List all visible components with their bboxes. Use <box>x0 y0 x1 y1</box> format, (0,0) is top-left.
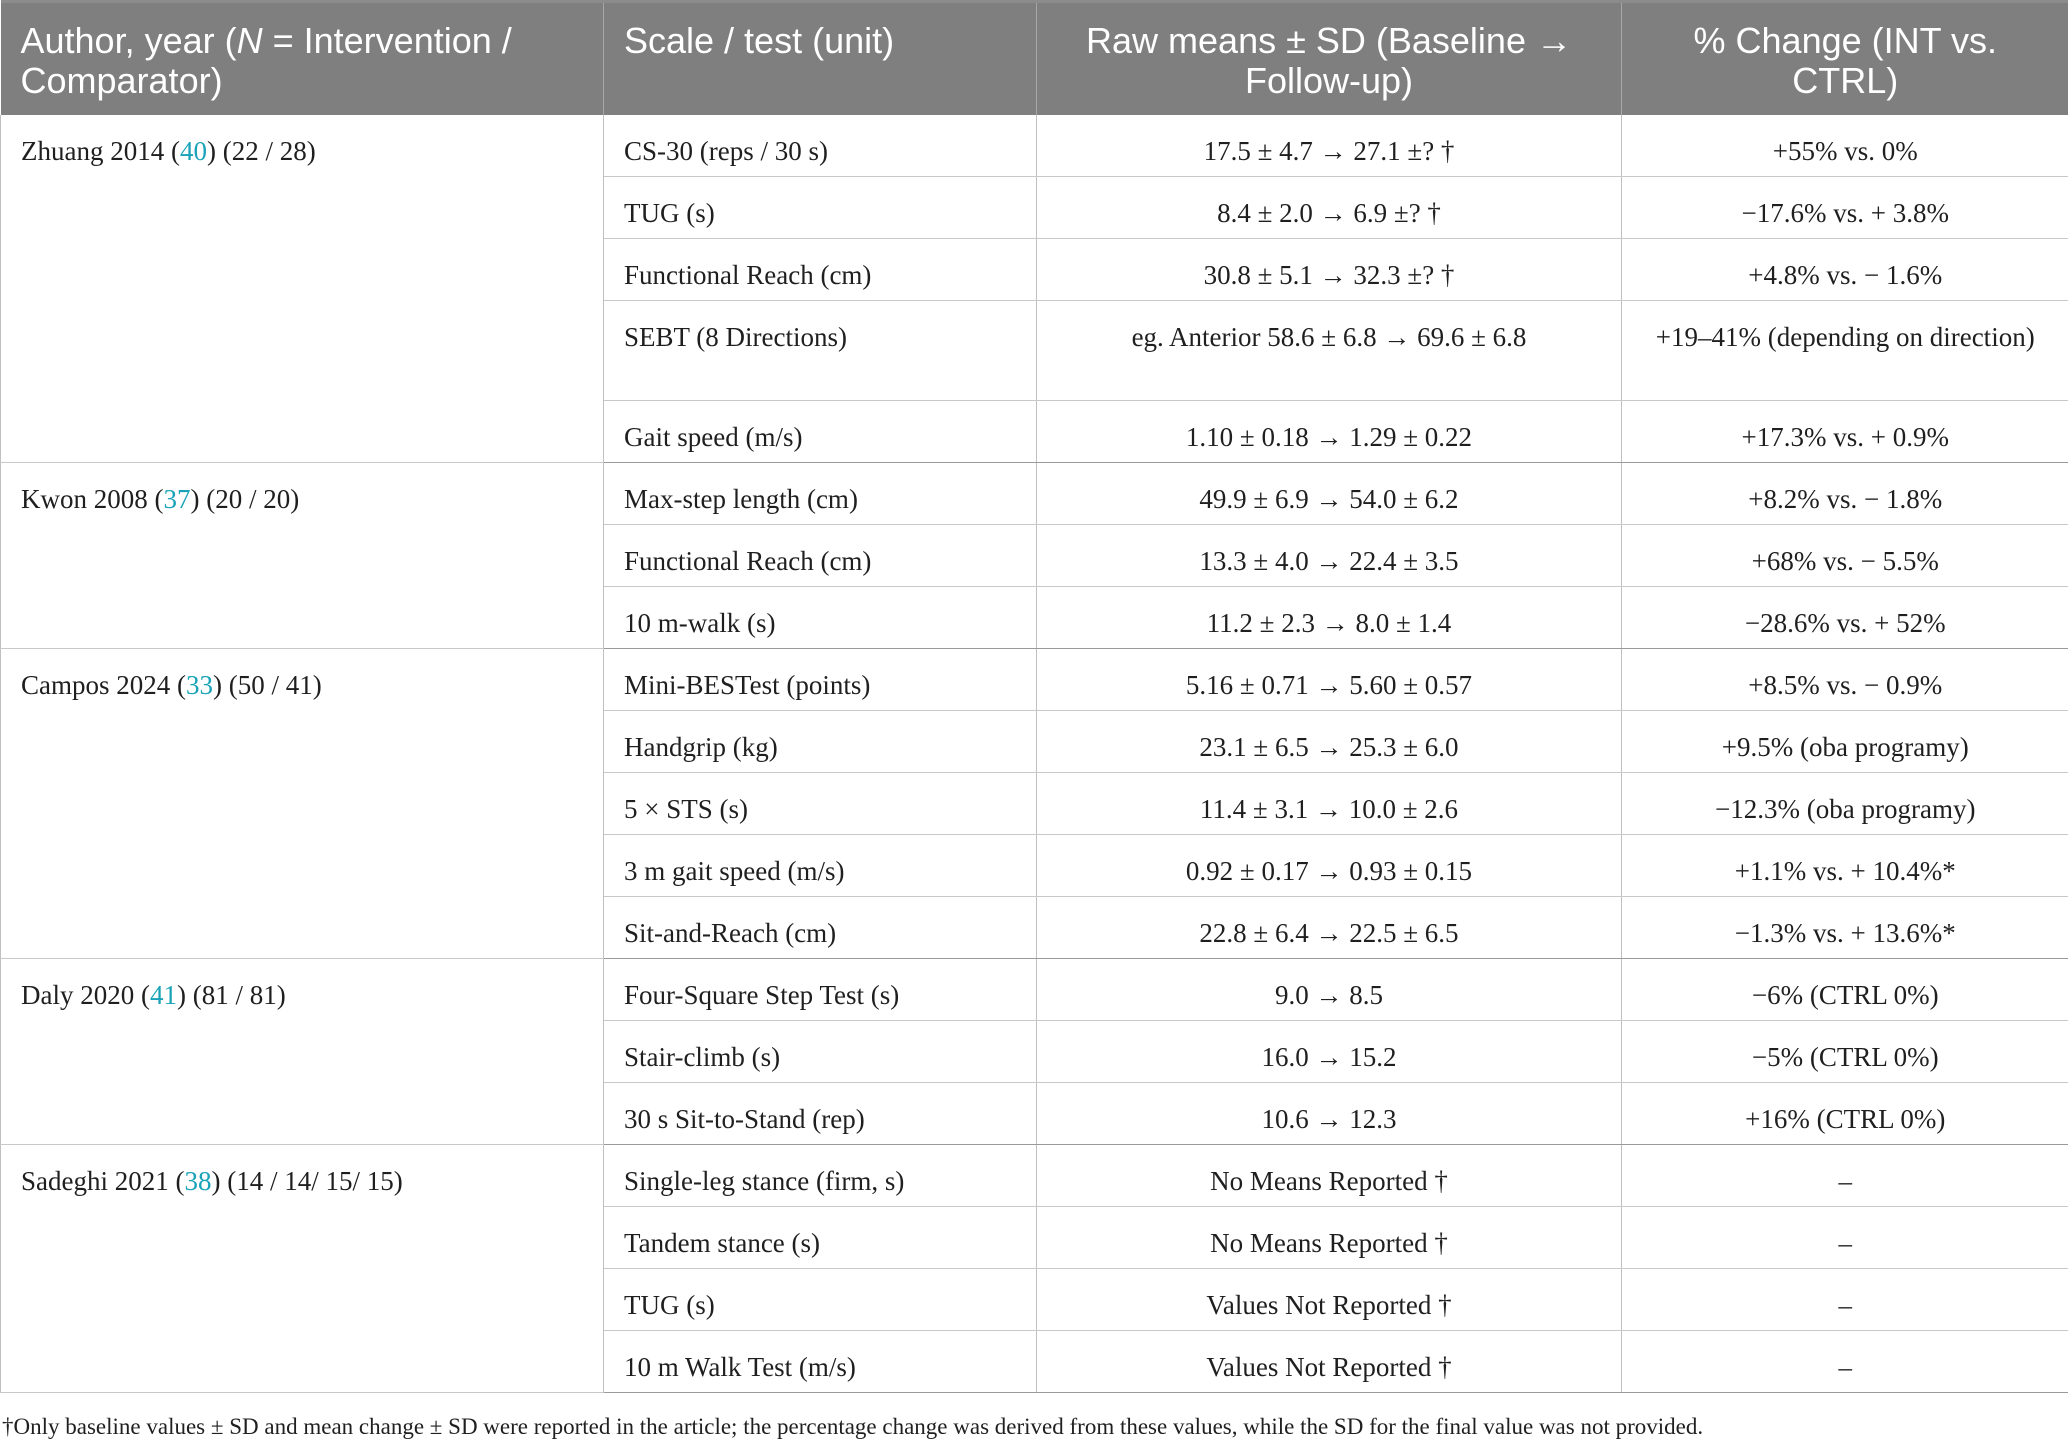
header-means: Raw means ± SD (Baseline → Follow-up) <box>1037 2 1622 115</box>
percent-change-cell: +8.5% vs. − 0.9% <box>1622 649 2068 711</box>
raw-means-cell: No Means Reported † <box>1037 1145 1622 1207</box>
raw-means-cell: Values Not Reported † <box>1037 1331 1622 1393</box>
percent-change-cell: +8.2% vs. − 1.8% <box>1622 463 2068 525</box>
scale-test-cell: 10 m-walk (s) <box>604 587 1037 649</box>
scale-test-cell: Handgrip (kg) <box>604 711 1037 773</box>
scale-test-cell: Max-step length (cm) <box>604 463 1037 525</box>
study-sample-size: ) (14 / 14/ 15/ 15) <box>211 1166 403 1196</box>
table-row <box>1 115 2068 177</box>
percent-change-cell: – <box>1622 1145 2068 1207</box>
reference-link[interactable]: 40 <box>179 135 207 166</box>
study-author: Zhuang 2014 ( <box>21 135 180 166</box>
scale-test-cell: CS-30 (reps / 30 s) <box>604 115 1037 177</box>
header-author: Author, year (N = Intervention / Comparator) <box>1 2 604 115</box>
raw-means-cell: 11.2 ± 2.3 → 8.0 ± 1.4 <box>1037 587 1622 649</box>
percent-change-cell: – <box>1622 1331 2068 1393</box>
raw-means-cell: 13.3 ± 4.0 → 22.4 ± 3.5 <box>1037 525 1622 587</box>
study-author-cell <box>1 1145 604 1393</box>
scale-test-cell: Four-Square Step Test (s) <box>604 959 1037 1021</box>
reference-link[interactable]: 41 <box>149 980 177 1010</box>
raw-means-cell: 16.0 → 15.2 <box>1037 1021 1622 1083</box>
study-author-cell <box>1 463 604 649</box>
raw-means-cell: 30.8 ± 5.1 → 32.3 ±? † <box>1037 239 1622 301</box>
raw-means-cell: 0.92 ± 0.17 → 0.93 ± 0.15 <box>1037 835 1622 897</box>
scale-test-cell: 30 s Sit-to-Stand (rep) <box>604 1083 1037 1145</box>
raw-means-cell: 8.4 ± 2.0 → 6.9 ±? † <box>1037 177 1622 239</box>
scale-test-cell: TUG (s) <box>604 177 1037 239</box>
reference-link[interactable]: 38 <box>184 1166 212 1196</box>
table-row <box>1 649 2068 711</box>
raw-means-cell: 22.8 ± 6.4 → 22.5 ± 6.5 <box>1037 897 1622 959</box>
study-sample-size: ) (22 / 28) <box>206 135 316 166</box>
reference-link[interactable]: 37 <box>163 484 191 514</box>
scale-test-cell: TUG (s) <box>604 1269 1037 1331</box>
scale-test-cell: Single-leg stance (firm, s) <box>604 1145 1037 1207</box>
header-row <box>1 2 2068 115</box>
scale-test-cell: 10 m Walk Test (m/s) <box>604 1331 1037 1393</box>
scale-test-cell: Functional Reach (cm) <box>604 239 1037 301</box>
raw-means-cell: 9.0 → 8.5 <box>1037 959 1622 1021</box>
raw-means-cell: 10.6 → 12.3 <box>1037 1083 1622 1145</box>
percent-change-cell: +17.3% vs. + 0.9% <box>1622 401 2068 463</box>
scale-test-cell: SEBT (8 Directions) <box>604 301 1037 401</box>
percent-change-cell: – <box>1622 1269 2068 1331</box>
percent-change-cell: – <box>1622 1207 2068 1269</box>
percent-change-cell: +9.5% (oba programy) <box>1622 711 2068 773</box>
header-change: % Change (INT vs. CTRL) <box>1622 2 2068 115</box>
scale-test-cell: 5 × STS (s) <box>604 773 1037 835</box>
study-sample-size: ) (50 / 41) <box>213 670 322 700</box>
scale-test-cell: Functional Reach (cm) <box>604 525 1037 587</box>
raw-means-cell: eg. Anterior 58.6 ± 6.8 → 69.6 ± 6.8 <box>1037 301 1622 401</box>
study-author-cell <box>1 959 604 1145</box>
raw-means-cell: 49.9 ± 6.9 → 54.0 ± 6.2 <box>1037 463 1622 525</box>
raw-means-cell: 23.1 ± 6.5 → 25.3 ± 6.0 <box>1037 711 1622 773</box>
percent-change-cell: −6% (CTRL 0%) <box>1622 959 2068 1021</box>
percent-change-cell: +4.8% vs. − 1.6% <box>1622 239 2068 301</box>
reference-link[interactable]: 33 <box>186 670 213 700</box>
header-scale: Scale / test (unit) <box>604 2 1037 115</box>
percent-change-cell: −5% (CTRL 0%) <box>1622 1021 2068 1083</box>
study-author-cell <box>1 649 604 959</box>
footnote: †Only baseline values ± SD and mean change ± SD were reported in the article; the percentage change was derived from these values, while the SD for the final value was not provided. <box>2 1414 1704 1439</box>
raw-means-cell: No Means Reported † <box>1037 1207 1622 1269</box>
table-row <box>1 1145 2068 1207</box>
scale-test-cell: Gait speed (m/s) <box>604 401 1037 463</box>
raw-means-cell: 17.5 ± 4.7 → 27.1 ±? † <box>1037 115 1622 177</box>
study-author: Daly 2020 ( <box>21 980 150 1010</box>
study-author-cell <box>1 115 604 463</box>
study-author: Kwon 2008 ( <box>21 484 164 514</box>
scale-test-cell: Sit-and-Reach (cm) <box>604 897 1037 959</box>
study-author: Campos 2024 ( <box>21 670 186 700</box>
scale-test-cell: Tandem stance (s) <box>604 1207 1037 1269</box>
raw-means-cell: 11.4 ± 3.1 → 10.0 ± 2.6 <box>1037 773 1622 835</box>
scale-test-cell: 3 m gait speed (m/s) <box>604 835 1037 897</box>
percent-change-cell: −1.3% vs. + 13.6%* <box>1622 897 2068 959</box>
raw-means-cell: 5.16 ± 0.71 → 5.60 ± 0.57 <box>1037 649 1622 711</box>
table-row <box>1 463 2068 525</box>
percent-change-cell: +68% vs. − 5.5% <box>1622 525 2068 587</box>
percent-change-cell: +1.1% vs. + 10.4%* <box>1622 835 2068 897</box>
study-sample-size: ) (20 / 20) <box>190 484 300 514</box>
percent-change-cell: −28.6% vs. + 52% <box>1622 587 2068 649</box>
percent-change-cell: −17.6% vs. + 3.8% <box>1622 177 2068 239</box>
raw-means-cell: Values Not Reported † <box>1037 1269 1622 1331</box>
study-author: Sadeghi 2021 ( <box>21 1166 185 1196</box>
table-row <box>1 959 2068 1021</box>
scale-test-cell: Stair-climb (s) <box>604 1021 1037 1083</box>
percent-change-cell: −12.3% (oba programy) <box>1622 773 2068 835</box>
raw-means-cell: 1.10 ± 0.18 → 1.29 ± 0.22 <box>1037 401 1622 463</box>
study-sample-size: ) (81 / 81) <box>176 980 286 1010</box>
percent-change-cell: +55% vs. 0% <box>1622 115 2068 177</box>
percent-change-cell: +19–41% (depending on direction) <box>1622 301 2068 401</box>
scale-test-cell: Mini-BESTest (points) <box>604 649 1037 711</box>
percent-change-cell: +16% (CTRL 0%) <box>1622 1083 2068 1145</box>
